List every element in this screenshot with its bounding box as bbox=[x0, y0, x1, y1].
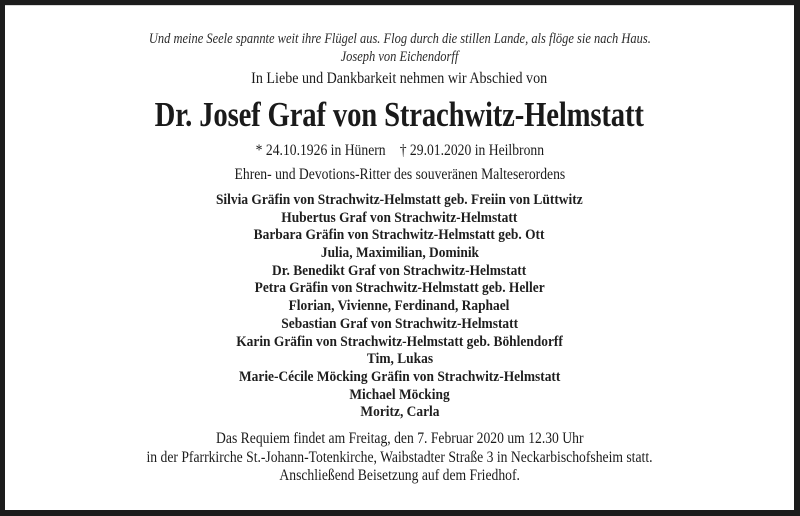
service-line-1 bbox=[5, 430, 794, 449]
mourner-name: Silvia Gräfin von Strachwitz-Helmstatt geb. Freiin von Lüttwitz bbox=[216, 192, 583, 208]
service-line-2 bbox=[5, 449, 794, 468]
mourner-name: Sebastian Graf von Strachwitz-Helmstatt bbox=[281, 315, 518, 332]
deceased-name-content: Dr. Josef Graf von Strachwitz-Helmstatt bbox=[154, 95, 645, 134]
intro-text bbox=[5, 70, 794, 88]
mourner-name: Barbara Gräfin von Strachwitz-Helmstatt geb. Ott bbox=[254, 227, 545, 244]
birth-date: * 24.10.1926 in Hünern bbox=[255, 142, 386, 159]
mourner bbox=[5, 316, 794, 334]
mourner bbox=[5, 298, 794, 316]
life-dates-content bbox=[255, 142, 543, 160]
deceased-name bbox=[5, 95, 794, 135]
quote-author bbox=[5, 49, 794, 66]
mourner bbox=[5, 369, 794, 387]
mourner bbox=[5, 227, 794, 245]
mourner bbox=[5, 263, 794, 281]
mourner-name: Moritz, Carla bbox=[359, 404, 440, 421]
mourner-name: Marie-Cécile Möcking Gräfin von Strachwitz-Helmstatt bbox=[238, 368, 561, 385]
mourner-name: Dr. Benedikt Graf von Strachwitz-Helmstatt bbox=[272, 262, 527, 279]
life-dates bbox=[5, 142, 794, 160]
mourner-name: Hubertus Graf von Strachwitz-Helmstatt bbox=[281, 209, 518, 226]
death-date: † 29.01.2020 in Heilbronn bbox=[399, 142, 544, 159]
mourners-list bbox=[5, 192, 794, 422]
quote-author-content: Joseph von Eichendorff bbox=[340, 49, 459, 65]
mourner bbox=[5, 404, 794, 422]
mourner bbox=[5, 192, 794, 210]
intro-text-content: In Liebe und Dankbarkeit nehmen wir Abschied von bbox=[251, 70, 548, 87]
mourner-name: Petra Gräfin von Strachwitz-Helmstatt geb. Heller bbox=[254, 280, 545, 297]
quote-text bbox=[5, 31, 794, 48]
mourner bbox=[5, 387, 794, 405]
mourner bbox=[5, 210, 794, 228]
mourner bbox=[5, 351, 794, 369]
mourner-name: Florian, Vivienne, Ferdinand, Raphael bbox=[289, 298, 510, 315]
service-line-3-content: Anschließend Beisetzung auf dem Friedhof. bbox=[279, 467, 520, 484]
service-line-2-content: in der Pfarrkirche St.-Johann-Totenkirche, Waibstadter Straße 3 in Neckarbischofsheim statt. bbox=[146, 449, 653, 466]
mourner-name: Julia, Maximilian, Dominik bbox=[320, 245, 479, 262]
mourner-name: Karin Gräfin von Strachwitz-Helmstatt geb. Böhlendorff bbox=[236, 333, 563, 350]
mourner bbox=[5, 280, 794, 298]
mourner-name: Michael Möcking bbox=[349, 386, 450, 403]
mourner bbox=[5, 245, 794, 263]
mourner bbox=[5, 334, 794, 352]
service-line-1-content: Das Requiem findet am Freitag, den 7. Februar 2020 um 12.30 Uhr bbox=[215, 430, 584, 447]
mourner-name: Tim, Lukas bbox=[366, 351, 433, 368]
honor-title bbox=[5, 166, 794, 184]
obituary-notice bbox=[5, 5, 794, 510]
service-line-3 bbox=[5, 467, 794, 486]
honor-title-content: Ehren- und Devotions-Ritter des souveränen Malteserordens bbox=[234, 166, 565, 183]
quote-text-content: Und meine Seele spannte weit ihre Flügel aus. Flog durch die stillen Lande, als flöge sie nach Haus. bbox=[148, 31, 651, 47]
